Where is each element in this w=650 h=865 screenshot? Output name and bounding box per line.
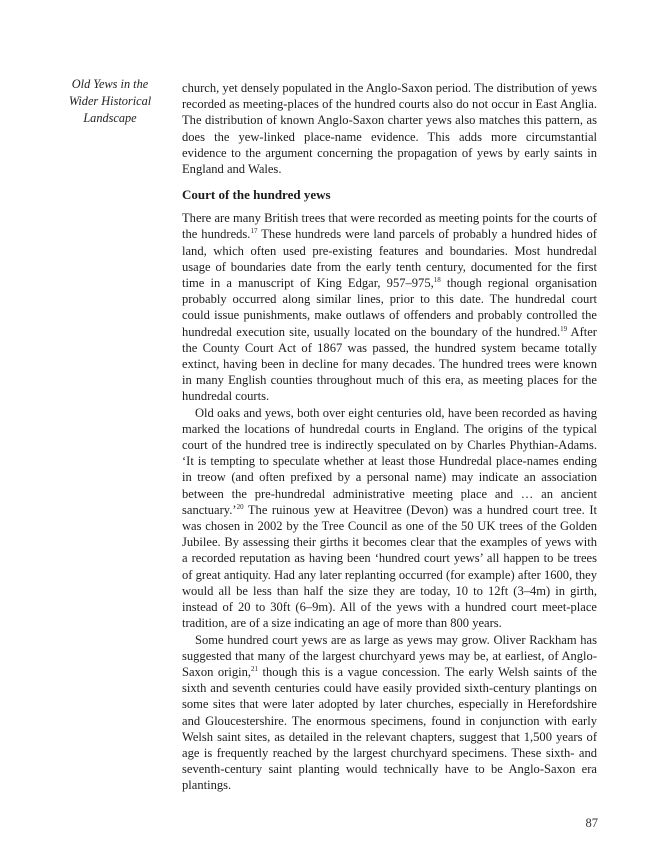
- para1-text-d: After the County Court Act of 1867 was passed, the hundred system became totally extinct, having been in decline for many decades. The hundred trees were known in many English counties throughout much of this era, as meeting places for the hundredal courts.: [182, 324, 597, 404]
- para1-text-b: These hundreds were land parcels of probably a hundred hides of land, which often used pre-existing features and boundaries. Most hundredal usage of boundaries date from the early tenth century, documented for the first time in a manuscript of King Edgar, 957–975,: [182, 227, 597, 291]
- footnote-ref-20: 20: [236, 502, 244, 511]
- footnote-ref-18: 18: [433, 276, 441, 285]
- paragraph-hundred-court-yews: [182, 632, 597, 794]
- para1-text-a: There are many British trees that were recorded as meeting points for the courts of the hundreds.: [182, 211, 597, 242]
- running-head-line-1: Old Yews in the: [71, 77, 149, 91]
- para2-text-b: The ruinous yew at Heavitree (Devon) was a hundred court tree. It was chosen in 2002 by the Tree Council as one of the 50 UK trees of the Golden Jubilee. By assessing their girths it becomes clear that the examples of yews with a recorded reputation as having been ‘hundred court yews’ all happen to be trees of great antiquity. Had any later replanting occurred (for example) after 1600, they would all be less than half the size they are today, 10 to 12ft (3–4m) in girth, instead of 20 to 30ft (6–9m). All of the yews with a hundred court meet-place tradition, are of a size indicating an age of more than 800 years.: [182, 502, 597, 631]
- para1-text-c: though regional organisation probably occurred along similar lines, prior to this date. The hundredal court could issue punishments, make outlaws of offenders and probably controlled the hundredal execution site, usually located on the boundary of the hundred.: [182, 276, 597, 339]
- footnote-ref-21: 21: [251, 664, 259, 673]
- para2-text-a: Old oaks and yews, both over eight centuries old, have been recorded as having marked the locations of hundredal courts in England. The origins of the typical court of the hundred tree is indirectly speculated on by Charles Phythian-Adams. ‘It is tempting to speculate whether at least those Hundredal place-names ending in treow (and often prefixed by a personal name) may indicate an association between the pre-hundredal administrative meeting place and … an ancient sanctuary.’: [182, 405, 597, 517]
- section-heading: Court of the hundred yews: [182, 187, 331, 203]
- page-number: 87: [585, 816, 598, 830]
- paragraph-oaks-and-yews: [182, 405, 597, 632]
- para3-text-b: though this is a vague concession. The early Welsh saints of the sixth and seventh centuries could have easily provided sixth-century plantings on some sites that were later adopted by later churches, especially in Herefordshire and Gloucestershire. The enormous specimens, found in conjunction with early Welsh saint sites, as detailed in the relevant chapters, suggest that 1,500 years of age is frequently reached by the largest churchyard specimens. These sixth- and seventh-century saint planting would technically have to be Anglo-Saxon era plantings.: [182, 664, 597, 793]
- body-text: [182, 80, 597, 794]
- running-head: [58, 76, 162, 127]
- running-head-line-2: Wider Historical: [68, 94, 152, 108]
- para3-text-a: Some hundred court yews are as large as yews may grow. Oliver Rackham has suggested that many of the largest churchyard yews may be, at earliest, of Anglo-Saxon origin,: [182, 632, 597, 679]
- footnote-ref-19: 19: [560, 324, 568, 333]
- paragraph-hundreds: [182, 210, 597, 404]
- running-head-line-3: Landscape: [83, 111, 137, 125]
- intro-paragraph: church, yet densely populated in the Anglo-Saxon period. The distribution of yews recorded as meeting-places of the hundred courts also do not occur in East Anglia. The distribution of known Anglo-Saxon charter yews also matches this pattern, as does the yew-linked place-name evidence. This adds more circumstantial evidence to the argument concerning the propagation of yews by early saints in England and Wales.: [182, 81, 597, 177]
- footnote-ref-17: 17: [250, 227, 258, 236]
